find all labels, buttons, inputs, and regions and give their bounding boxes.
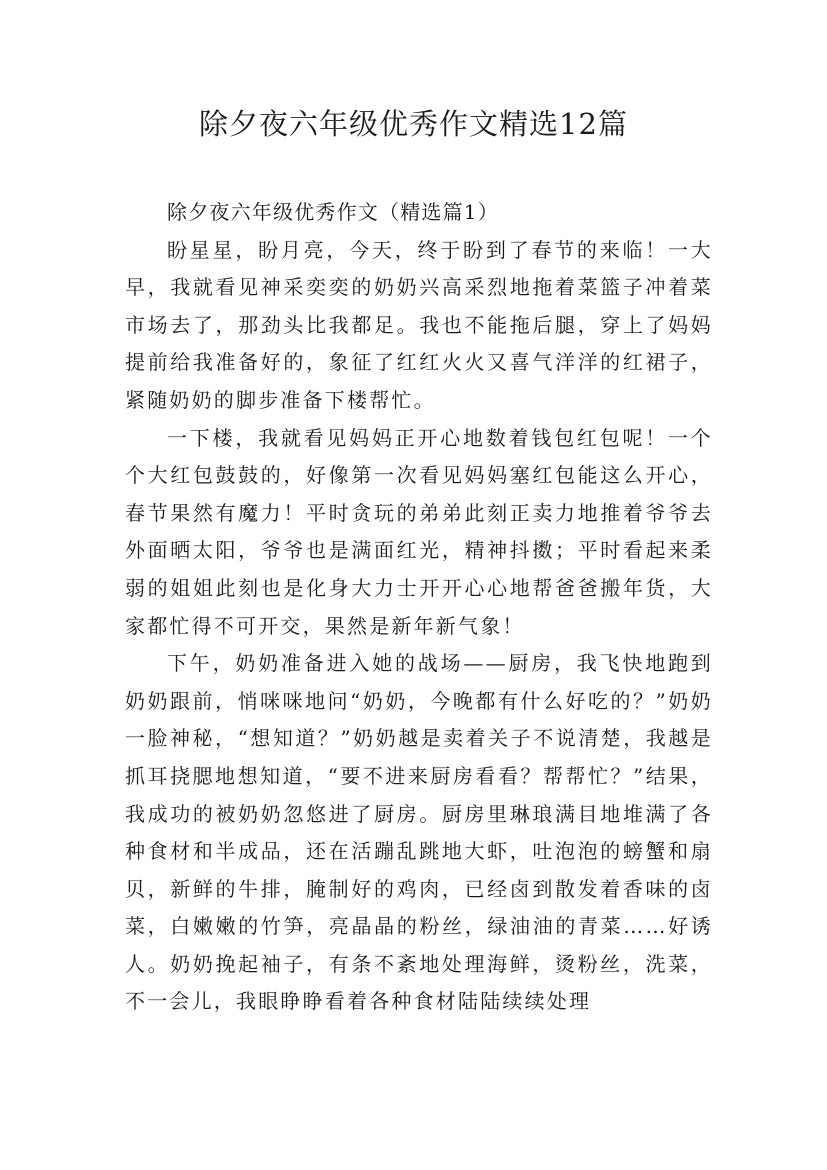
paragraph-3: 下午，奶奶准备进入她的战场——厨房，我飞快地跑到奶奶跟前，悄咪咪地问“奶奶，今晚都有什么好吃的？”奶奶一脸神秘，“想知道？”奶奶越是卖着关子不说清楚，我越是抓耳挠腮地想知道，“要不进来厨房看看？帮帮忙？”结果，我成功的被奶奶忽悠进了厨房。厨房里琳琅满目地堆满了各种食材和半成品，还在活蹦乱跳地大虾，吐泡泡的螃蟹和扇贝，新鲜的牛排，腌制好的鸡肉，已经卤到散发着香味的卤菜，白嫩嫩的竹笋，亮晶晶的粉丝，绿油油的青菜……好诱人。奶奶挽起袖子，有条不紊地处理海鲜，烫粉丝，洗菜，不一会儿，我眼睁睁看着各种食材陆陆续续处理: [125, 651, 713, 1014]
document-body: [125, 194, 713, 1021]
paragraph-1: 盼星星，盼月亮，今天，终于盼到了春节的来临！一大早，我就看见神采奕奕的奶奶兴高采烈地拖着菜篮子冲着菜市场去了，那劲头比我都足。我也不能拖后腿，穿上了妈妈提前给我准备好的，象征了红红火火又喜气洋洋的红裙子，紧随奶奶的脚步准备下楼帮忙。: [125, 237, 713, 412]
document-title: 除夕夜六年级优秀作文精选12篇: [199, 107, 628, 141]
paragraph-2: 一下楼，我就看见妈妈正开心地数着钱包红包呢！一个个大红包鼓鼓的，好像第一次看见妈妈塞红包能这么开心，春节果然有魔力！平时贪玩的弟弟此刻正卖力地推着爷爷去外面晒太阳，爷爷也是满面红光，精神抖擞；平时看起来柔弱的姐姐此刻也是化身大力士开开心心地帮爸爸搬年货，大家都忙得不可开交，果然是新年新气象！: [125, 425, 713, 638]
section-subtitle: 除夕夜六年级优秀作文（精选篇1）: [167, 200, 499, 224]
